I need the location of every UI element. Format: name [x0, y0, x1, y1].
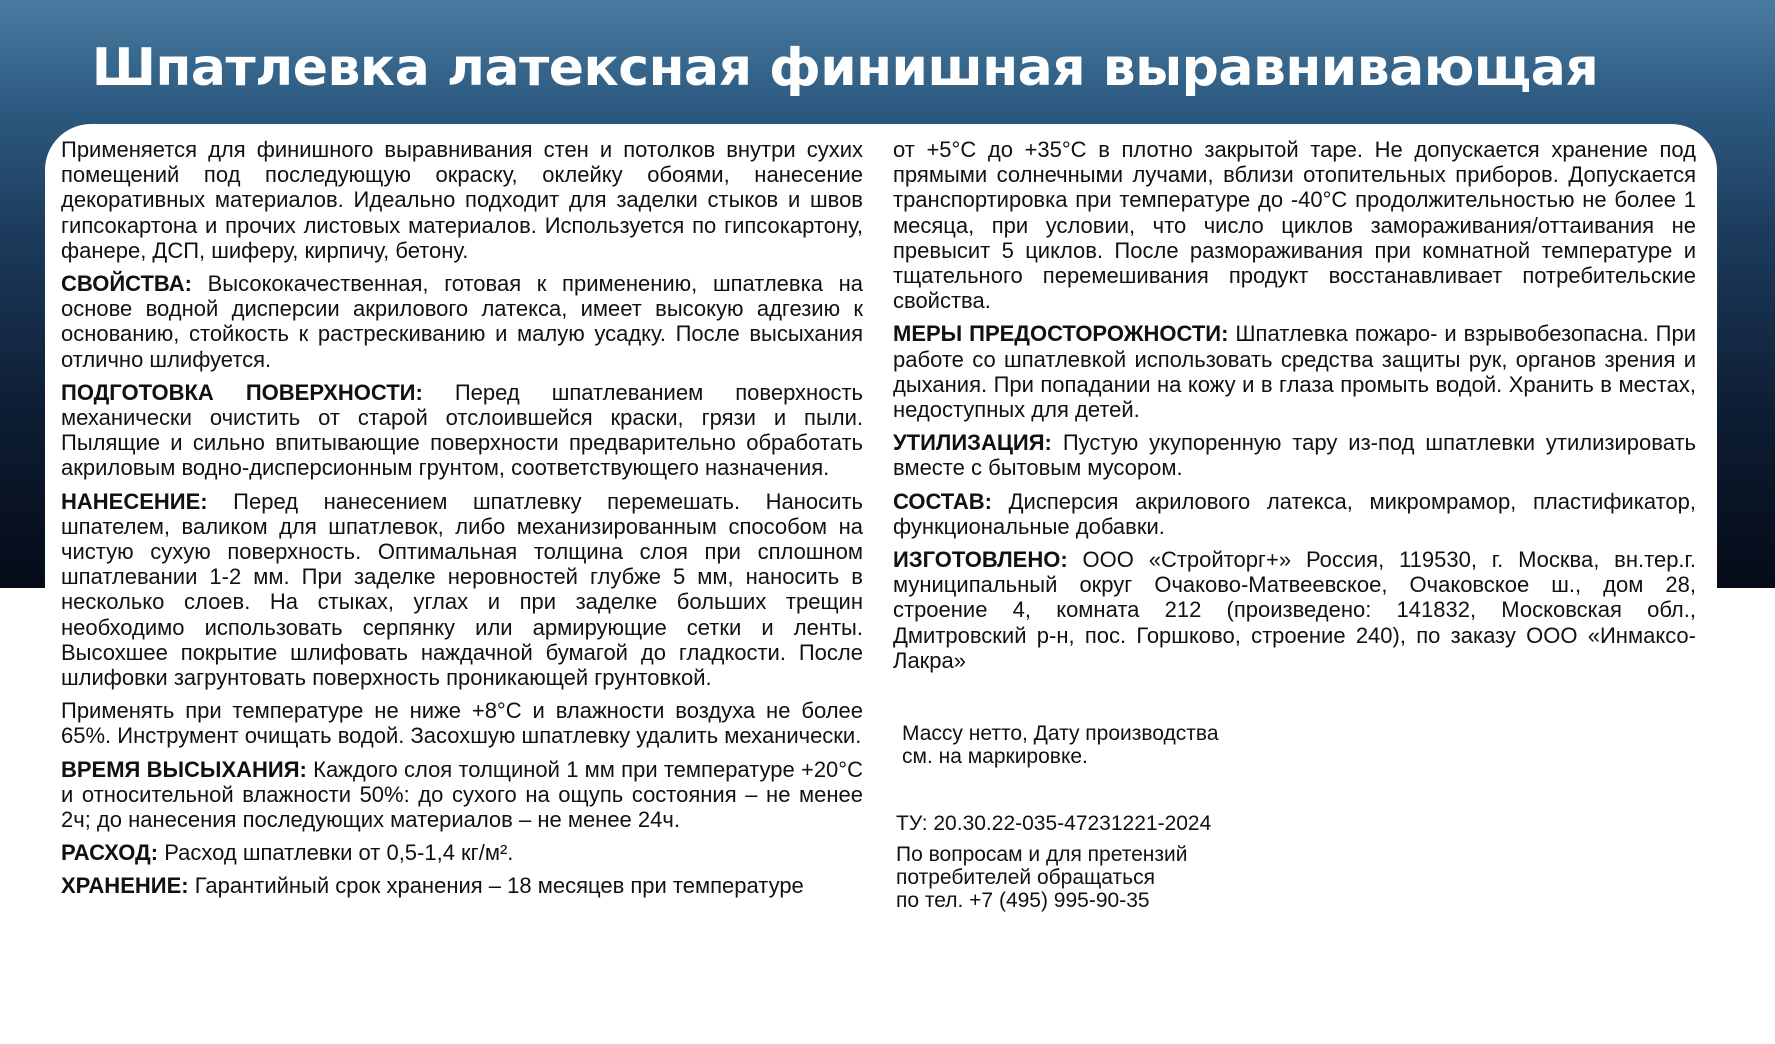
composition-section — [893, 489, 1696, 539]
preparation-section — [61, 380, 863, 481]
conditions-text: Применять при температуре не ниже +8°С и влажности воздуха не более 65%. Инструмент очищать водой. Засохшую шпатлевку удалить механически. — [61, 698, 863, 749]
manufacturer-text: ООО «Стройторг+» Россия, 119530, г. Москва, вн.тер.г. муниципальный округ Очаково-Матвеевское, Очаковское ш., дом 28, строение 4, комната 212 (произведено: 141832, Московская обл., Дмитровский р-н, пос. Горшково, строение 240), по заказу ООО «Инмаксо-Лакра» — [893, 547, 1696, 673]
drying-label: ВРЕМЯ ВЫСЫХАНИЯ: — [61, 756, 307, 782]
precautions-text: Шпатлевка пожаро- и взрывобезопасна. При работе со шпатлевкой использовать средства защиты рук, органов зрения и дыхания. При попадании на кожу и в глаза промыть водой. Хранить в местах, недоступных для детей. — [893, 321, 1696, 423]
composition-label: СОСТАВ: — [893, 488, 992, 514]
drying-text: Каждого слоя толщиной 1 мм при температуре +20°С и относительной влажности 50%: до сухого на ощупь состояния – не менее 2ч; до нанесения последующих материалов – не менее 24ч. — [61, 756, 863, 833]
manufacturer-section — [893, 547, 1696, 673]
conditions-paragraph — [61, 698, 863, 748]
properties-label: СВОЙСТВА: — [61, 271, 192, 297]
net-mass-line2: см. на маркировке. — [902, 745, 1088, 768]
disposal-text: Пустую укупоренную тару из-под шпатлевки утилизировать вместе с бытовым мусором. — [893, 430, 1696, 481]
contact-line1: По вопросам и для претензий — [896, 843, 1188, 866]
drying-section — [61, 757, 863, 833]
consumption-text: Расход шпатлевки от 0,5-1,4 кг/м². — [164, 840, 514, 866]
storage-continued-text: от +5°С до +35°С в плотно закрытой таре. Не допускается хранение под прямыми солнечными лучами, вблизи отопительных приборов. Допускается транспортировка при температуре до -40°С продолжительностью не более 1 месяца, при условии, что число циклов замораживания/оттаивания не превысит 5 циклов. После размораживания при комнатной температуре и тщательного перемешивания продукт восстанавливает потребительские свойства. — [893, 137, 1696, 314]
storage-text: Гарантийный срок хранения – 18 месяцев при температуре — [194, 873, 804, 899]
application-label: НАНЕСЕНИЕ: — [61, 488, 208, 514]
intro-text: Применяется для финишного выравнивания стен и потолков внутри сухих помещений под последующую окраску, оклейку обоями, нанесение декоративных материалов. Идеально подходит для заделки стыков и швов гипсокартона и прочих листовых материалов. Используется по гипсокартону, фанере, ДСП, шиферу, кирпичу, бетону. — [61, 137, 863, 263]
composition-text: Дисперсия акрилового латекса, микромрамор, пластификатор, функциональные добавки. — [893, 488, 1696, 539]
consumption-label: РАСХОД: — [61, 840, 159, 866]
preparation-text: Перед шпатлеванием поверхность механически очистить от старой отслоившейся краски, грязи и пыли. Пылящие и сильно впитывающие поверхности предварительно обработать акриловым водно-дисперсионным грунтом, соответствующего назначения. — [61, 379, 863, 481]
net-mass-note — [902, 722, 1219, 768]
disposal-label: УТИЛИЗАЦИЯ: — [893, 430, 1052, 456]
application-text: Перед нанесением шпатлевку перемешать. Наносить шпателем, валиком для шпатлевок, либо механизированным способом на чистую сухую поверхность. Оптимальная толщина слоя при сплошном шпатлевании 1-2 мм. При заделке неровностей глубже 5 мм, наносить в несколько слоев. На стыках, углах и при заделке больших трещин необходимо использовать серпянку или армирующие сетки и ленты. Высохшее покрытие шлифовать наждачной бумагой до гладкости. После шлифовки загрунтовать поверхность проникающей грунтовкой. — [61, 488, 863, 691]
preparation-label: ПОДГОТОВКА ПОВЕРХНОСТИ: — [61, 379, 423, 405]
storage-label: ХРАНЕНИЕ: — [61, 873, 189, 899]
contact-phone: по тел. +7 (495) 995-90-35 — [896, 889, 1150, 912]
application-section — [61, 489, 863, 691]
tu-code: ТУ: 20.30.22-035-47231221-2024 — [896, 812, 1212, 835]
precautions-label: МЕРЫ ПРЕДОСТОРОЖНОСТИ: — [893, 321, 1229, 347]
storage-section — [61, 873, 863, 898]
right-column — [893, 137, 1696, 681]
properties-text: Высококачественная, готовая к применению, шпатлевка на основе водной дисперсии акрилового латекса, имеет высокую адгезию к основанию, стойкость к растрескиванию и малую усадку. После высыхания отлично шлифуется. — [61, 271, 863, 372]
net-mass-line1: Массу нетто, Дату производства — [902, 722, 1219, 745]
precautions-section — [893, 321, 1696, 422]
manufacturer-label: ИЗГОТОВЛЕНО: — [893, 547, 1068, 573]
contact-line2: потребителей обращаться — [896, 866, 1155, 889]
intro-paragraph — [61, 137, 863, 263]
consumption-section — [61, 840, 863, 865]
disposal-section — [893, 430, 1696, 480]
consumer-contact — [896, 843, 1187, 912]
page-title: Шпатлевка латексная финишная выравнивающая — [91, 38, 1599, 98]
properties-section — [61, 271, 863, 372]
left-column — [61, 137, 863, 907]
storage-continued-paragraph — [893, 137, 1696, 313]
